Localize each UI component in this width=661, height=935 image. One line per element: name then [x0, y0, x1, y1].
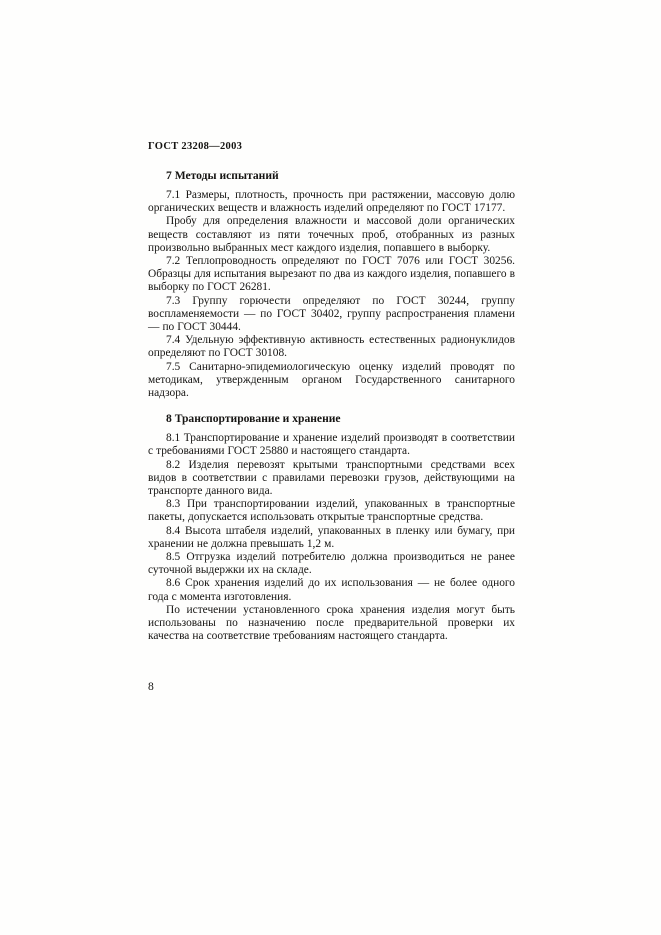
page-number: 8 [148, 680, 154, 693]
document-content [148, 141, 515, 644]
section-8-transport-storage [148, 412, 515, 643]
paragraph-7-4: 7.4 Удельную эффективную активность естественных радионуклидов определяют по ГОСТ 30108. [148, 334, 515, 360]
section-7-heading: 7 Методы испытаний [166, 169, 279, 182]
paragraph-8-2: 8.2 Изделия перевозят крытыми транспортными средствами всех видов в соответствии с правилами перевозки грузов, действующими на транспорте данного вида. [148, 458, 515, 498]
section-7-test-methods [148, 169, 515, 400]
paragraph-8-6: 8.6 Срок хранения изделий до их использования — не более одного года с момента изготовления. [148, 577, 515, 603]
paragraph-8-5: 8.5 Отгрузка изделий потребителю должна производиться не ранее суточной выдержки их на складе. [148, 551, 515, 577]
section-8-heading: 8 Транспортирование и хранение [166, 412, 341, 426]
document-header-gost-number: ГОСТ 23208—2003 [148, 141, 243, 152]
paragraph-8-4: 8.4 Высота штабеля изделий, упакованных в пленку или бумагу, при хранении не должна превышать 1,2 м. [148, 524, 515, 550]
paragraph-8-3: 8.3 При транспортировании изделий, упакованных в транспортные пакеты, допускается использовать открытые транспортные средства. [148, 498, 515, 524]
paragraph-8-1: 8.1 Транспортирование и хранение изделий производят в соответствии с требованиями ГОСТ 25880 и настоящего стандарта. [148, 432, 515, 458]
paragraph-7-1: 7.1 Размеры, плотность, прочность при растяжении, массовую долю органических веществ и влажность изделий определяют по ГОСТ 17177. [148, 189, 515, 215]
paragraph-7-1-continued: Пробу для определения влажности и массовой доли органических веществ составляют из пяти точечных проб, отобранных из разных произвольно выбранных мест каждого изделия, попавшего в выборку. [148, 215, 515, 254]
paragraph-7-5: 7.5 Санитарно-эпидемиологическую оценку изделий проводят по методикам, утвержденным органом Государственного санитарного надзора. [148, 360, 515, 400]
paragraph-8-6-continued: По истечении установленного срока хранения изделия могут быть использованы по назначению после предварительной проверки их качества на соответствие требованиям настоящего стандарта. [148, 603, 515, 643]
paragraph-7-3: 7.3 Группу горючести определяют по ГОСТ 30244, группу воспламеняемости — по ГОСТ 30402, группу распространения пламени — по ГОСТ 30444. [148, 294, 515, 334]
paragraph-7-2: 7.2 Теплопроводность определяют по ГОСТ 7076 или ГОСТ 30256. Образцы для испытания вырезают по два из каждого изделия, попавшего в выборку по ГОСТ 26281. [148, 255, 515, 294]
